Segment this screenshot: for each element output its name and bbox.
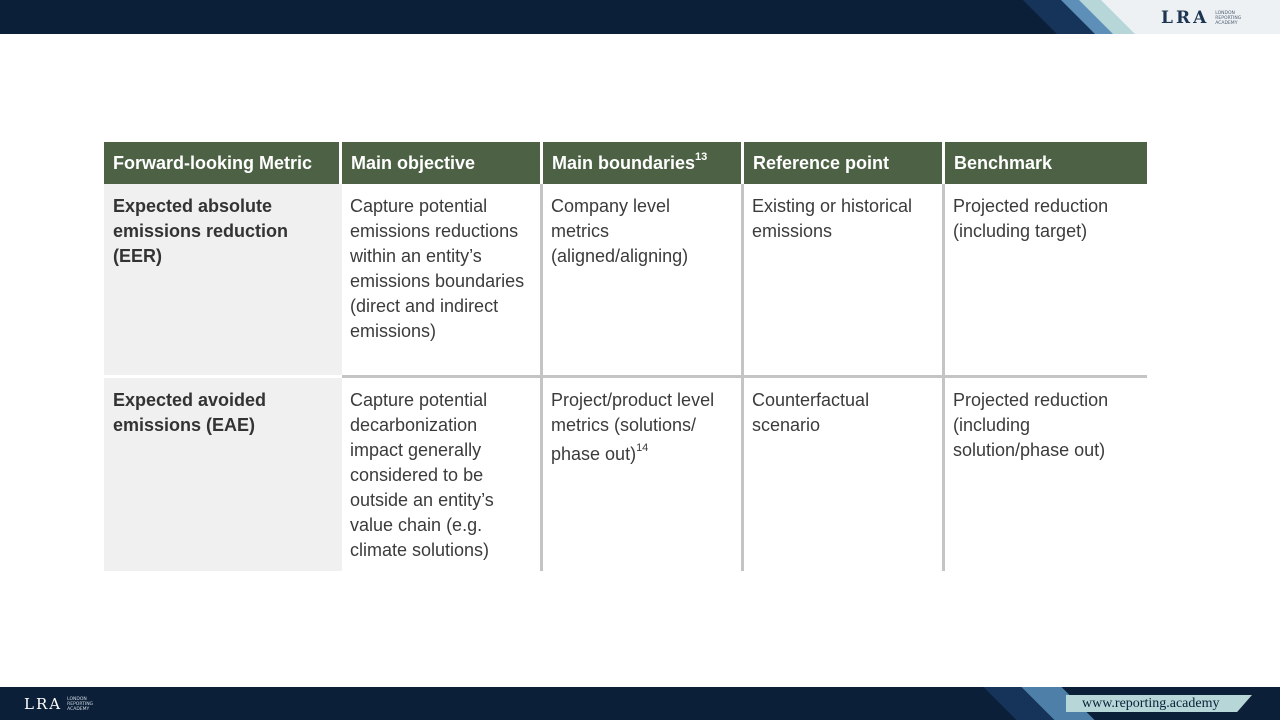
top-banner xyxy=(0,0,1280,34)
logo-mark: LRA xyxy=(1161,8,1210,28)
table-header-row xyxy=(104,142,1147,184)
table-row-eer xyxy=(104,184,1147,378)
objective-cell: Capture potential emissions reductions within an entity’s emissions boundaries (direct and indirect emissions) xyxy=(342,184,543,378)
objective-cell: Capture potential decarbonization impact generally considered to be outside an entity’s value chain (e.g. climate solutions) xyxy=(342,378,543,571)
header-main-objective: Main objective xyxy=(342,142,543,184)
boundaries-cell: Project/product level metrics (solutions/ phase out)$^{14}$ xyxy=(543,378,744,571)
website-link[interactable]: www.reporting.academy xyxy=(1082,696,1220,711)
logo-mark: LRA xyxy=(24,695,63,713)
logo-subtitle: LONDON REPORTING ACADEMY xyxy=(1215,10,1242,26)
lra-logo xyxy=(24,694,99,714)
lra-logo xyxy=(1161,7,1249,29)
benchmark-cell: Projected reduction (including solution/phase out) xyxy=(953,390,1109,460)
table-row-eae xyxy=(104,378,1147,571)
header-reference-point: Reference point xyxy=(744,142,945,184)
footnote-ref: 13 xyxy=(695,150,708,163)
reference-point-cell: Counterfactual scenario xyxy=(744,378,945,571)
header-main-boundaries: Main boundaries$^{13}$ xyxy=(543,142,744,184)
logo-subtitle: LONDON REPORTING ACADEMY xyxy=(67,696,94,712)
benchmark-cell: Projected reduction (including target) xyxy=(945,184,1147,378)
header-benchmark: Benchmark xyxy=(945,142,1147,184)
boundaries-cell: Company level metrics (aligned/aligning) xyxy=(543,184,744,378)
reference-point-cell[interactable]: Existing or historical emissions xyxy=(744,184,945,378)
forward-looking-metrics-table xyxy=(104,142,1147,571)
metric-name-cell: Expected absolute emissions reduction (EER) xyxy=(104,184,342,378)
bottom-banner xyxy=(0,687,1280,720)
footnote-ref: 14 xyxy=(636,442,649,454)
metric-name-cell: Expected avoided emissions (EAE) xyxy=(104,378,342,571)
header-forward-looking-metric: Forward-looking Metric xyxy=(104,142,342,184)
